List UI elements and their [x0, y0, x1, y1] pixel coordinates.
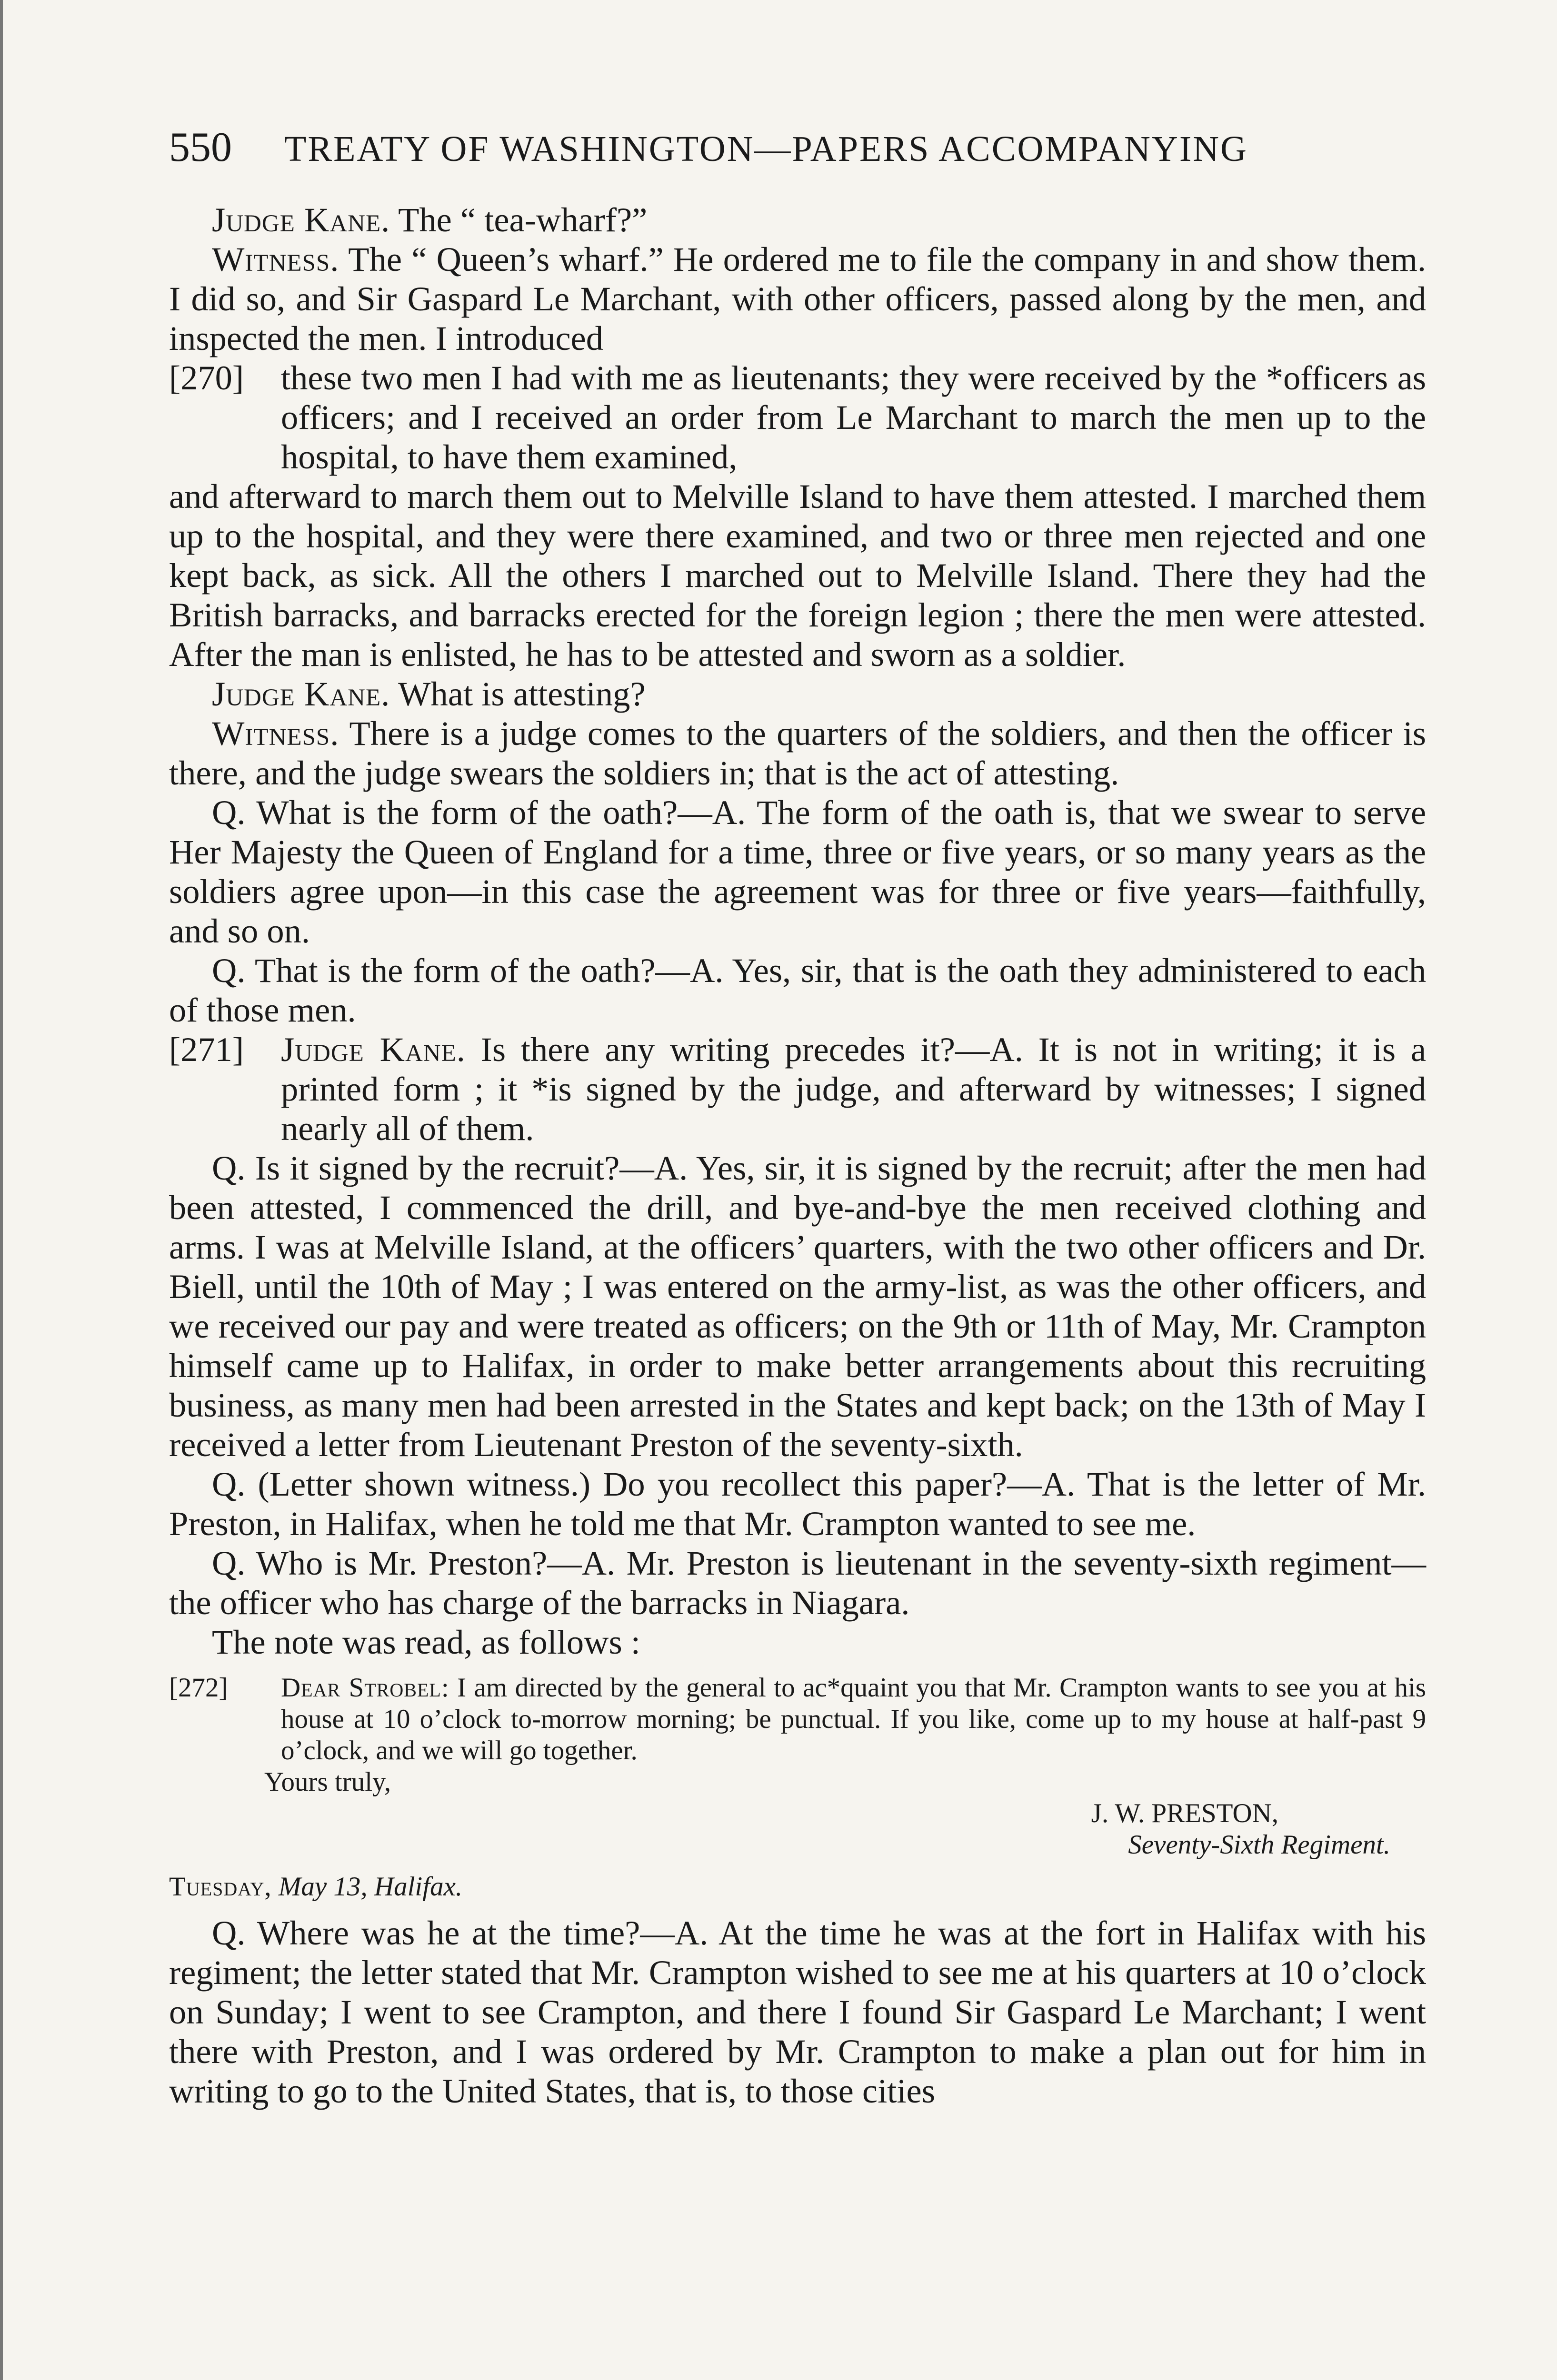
letter-date-day: Tuesday, — [169, 1872, 272, 1902]
letter-salutation: Dear Strobel: — [281, 1673, 449, 1703]
letter-signature-title: Seventy-Sixth Regiment. — [1128, 1830, 1390, 1860]
star-page-marker: [272] — [169, 1673, 228, 1703]
paragraph: Q. What is the form of the oath?—A. The form of the oath is, that we swear to serve Her Majesty the Queen of England for a time, three or five years, or so many years as the soldiers agree upon—in this case the agreement was for three or five years—faithfully, and so on. — [169, 793, 1426, 950]
paragraph: Q. That is the form of the oath?—A. Yes, sir, that is the oath they administered to each of those men. — [169, 951, 1426, 1029]
star-page-marker: [270] — [169, 358, 244, 397]
star-page-block — [169, 1030, 1426, 1148]
paragraph-text: these two men I had with me as lieutenants; they were received by the *officers as officers; and I received an order from Le Marchant to march the men up to the hospital, to have them examined, — [281, 358, 1426, 476]
letter-signature: J. W. PRESTON, — [1091, 1798, 1278, 1828]
star-page-block — [169, 1672, 1426, 1766]
paragraph — [281, 1030, 1426, 1148]
star-page-marker: [271] — [169, 1030, 244, 1069]
quoted-letter — [169, 1672, 1426, 1903]
paragraph — [169, 674, 1426, 714]
page-edge-line — [0, 0, 3, 2380]
letter-date — [169, 1871, 1426, 1903]
paragraph-text: There is a judge comes to the quarters of the soldiers, and then the officer is there, and the judge swears the soldiers in; that is the act of attesting. — [169, 714, 1426, 792]
paragraph: Q. Is it signed by the recruit?—A. Yes, sir, it is signed by the recruit; after the men had been attested, I commenced the drill, and bye-and-bye the men received clothing and arms. I was at Melville Island, at the officers’ quarters, with the two other officers and Dr. Biell, until the 10th of May ; I was entered on the army-list, as was the other officers, and we received our pay and were treated as officers; on the 9th or 11th of May, Mr. Crampton himself came up to Halifax, in order to make better arrangements about this recruiting business, as many men had been arrested in the States and kept back; on the 13th of May I received a letter from Lieutenant Preston of the seventy-sixth. — [169, 1149, 1426, 1464]
page-number: 550 — [169, 124, 232, 170]
paragraph: Q. Who is Mr. Preston?—A. Mr. Preston is lieutenant in the seventy-sixth regiment—the officer who has charge of the barracks in Niagara. — [169, 1544, 1426, 1622]
paragraph: The note was read, as follows : — [212, 1623, 640, 1661]
page-body — [169, 200, 1426, 2111]
speaker-label: Judge Kane. — [212, 200, 390, 239]
letter-body: I am directed by the general to ac*quaint you that Mr. Crampton wants to see you at his house at 10 o’clock to-morrow morning; be punctual. If you like, come up to my house at half-past 9 o’clock, and we will go together. — [281, 1673, 1426, 1765]
paragraph-text: Is there any writing precedes it?—A. It is not in writing; it is a printed form ; it *is signed by the judge, and afterward by witnesses; I signed nearly all of them. — [281, 1030, 1427, 1148]
paragraph — [169, 239, 1426, 358]
letter-date-rest: May 13, Halifax. — [271, 1872, 463, 1902]
paragraph — [169, 714, 1426, 793]
letter-closing: Yours truly, — [264, 1767, 391, 1797]
paragraph: Q. Where was he at the time?—A. At the time he was at the fort in Halifax with his regiment; the letter stated that Mr. Crampton wished to see me at his quarters at 10 o’clock on Sunday; I went to see Crampton, and there I found Sir Gaspard Le Marchant; I went there with Preston, and I was ordered by Mr. Crampton to make a plan out for him in writing to go to the United States, that is, to those cities — [169, 1914, 1426, 2110]
speaker-label: Judge Kane. — [212, 674, 390, 713]
speaker-label: Witness. — [212, 240, 339, 278]
paragraph: and afterward to march them out to Melville Island to have them attested. I marched them up to the hospital, and they were there examined, and two or three men rejected and one kept back, as sick. All the others I marched out to Melville Island. There they had the British barracks, and barracks erected for the foreign legion ; there the men were attested. After the man is enlisted, he has to be attested and sworn as a soldier. — [169, 477, 1426, 674]
running-header — [169, 121, 1331, 174]
paragraph-text: What is attesting? — [390, 674, 646, 713]
paragraph: Q. (Letter shown witness.) Do you recollect this paper?—A. That is the letter of Mr. Preston, in Halifax, when he told me that Mr. Crampton wanted to see me. — [169, 1465, 1426, 1543]
letter-text — [281, 1672, 1426, 1766]
paragraph — [169, 200, 1426, 239]
star-page-block — [169, 358, 1426, 476]
paragraph-text: The “ tea-wharf?” — [390, 200, 648, 239]
running-title: TREATY OF WASHINGTON—PAPERS ACCOMPANYING — [284, 129, 1248, 169]
speaker-label: Judge Kane. — [281, 1030, 466, 1069]
paragraph-text: The “ Queen’s wharf.” He ordered me to file the company in and show them. I did so, and Sir Gaspard Le Marchant, with other officers, passed along by the men, and inspected the men. I introduced — [169, 240, 1426, 357]
speaker-label: Witness. — [212, 714, 339, 753]
